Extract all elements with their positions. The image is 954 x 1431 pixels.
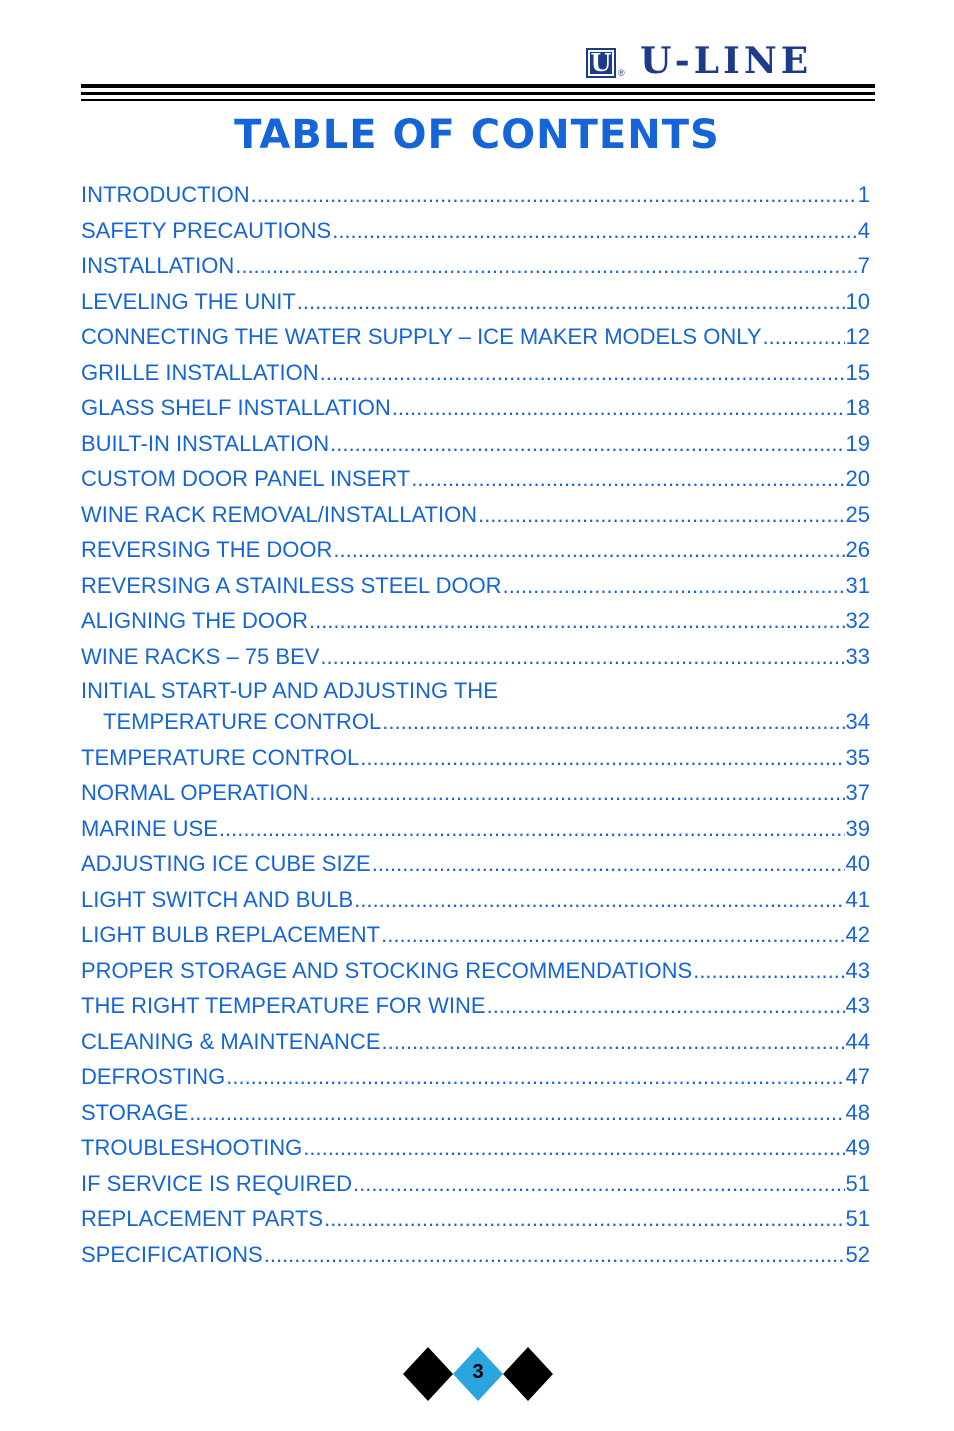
toc-entry-row [81, 704, 870, 740]
toc-entry-label-line1: INITIAL START-UP AND ADJUSTING THE [81, 678, 498, 703]
toc-entry-page: 39 [845, 815, 870, 841]
dot-leader [332, 213, 857, 249]
dot-leader [189, 1095, 844, 1131]
toc-entry-label: INTRODUCTION [81, 182, 250, 207]
toc-entry-row [81, 811, 870, 847]
toc-entry-page: 43 [845, 993, 870, 1018]
toc-entry-row [81, 319, 870, 355]
toc-entry-label: SAFETY PRECAUTIONS [81, 217, 332, 243]
toc-entry-label: REPLACEMENT PARTS [81, 1206, 324, 1231]
dot-leader [411, 461, 844, 497]
toc-entry-page: 4 [857, 217, 870, 243]
toc-entry-page: 1 [857, 182, 870, 207]
toc-entry-page: 37 [845, 780, 870, 805]
toc-entry-page: 34 [845, 709, 870, 734]
toc-entry-label: THE RIGHT TEMPERATURE FOR WINE [81, 993, 486, 1018]
toc-entry-row [81, 1201, 870, 1237]
toc-entry[interactable] [81, 1095, 870, 1131]
toc-entry-row [81, 953, 870, 989]
left-diamond-icon [403, 1347, 453, 1401]
toc-entry[interactable] [81, 426, 870, 462]
toc-entry-label: CLEANING & MAINTENANCE [81, 1028, 381, 1054]
toc-entry-page: 42 [845, 922, 870, 947]
dot-leader [309, 603, 845, 639]
toc-entry-page: 35 [845, 744, 870, 770]
dot-leader [303, 1130, 844, 1166]
toc-entry-label: LIGHT BULB REPLACEMENT [81, 922, 381, 947]
dot-leader [693, 953, 844, 989]
toc-entry-row [81, 461, 870, 497]
toc-entry-label: NORMAL OPERATION [81, 780, 309, 805]
dot-leader [309, 775, 844, 811]
toc-entry-label: LIGHT SWITCH AND BULB [81, 886, 354, 912]
toc-entry-row [81, 775, 870, 811]
toc-entry-page: 43 [845, 957, 870, 983]
dot-leader [372, 846, 845, 882]
dot-leader [324, 1201, 844, 1237]
toc-entry[interactable] [81, 1130, 870, 1166]
toc-entry-label: CONNECTING THE WATER SUPPLY – ICE MAKER MODELS ONLY [81, 324, 762, 349]
toc-entry-row [81, 988, 870, 1024]
toc-entry-label: BUILT-IN INSTALLATION [81, 430, 330, 456]
header-rule-medium [81, 92, 875, 95]
toc-entry[interactable] [81, 497, 870, 533]
toc-entry-row [81, 248, 870, 284]
toc-entry[interactable] [81, 532, 870, 568]
dot-leader [264, 1237, 845, 1273]
toc-entry-page: 48 [845, 1099, 870, 1125]
toc-entry-label: MARINE USE [81, 815, 218, 841]
brand-name: U-LINE [640, 40, 813, 82]
toc-entry-row [81, 740, 870, 776]
toc-entry-row [81, 639, 870, 675]
right-diamond-icon [503, 1347, 553, 1401]
toc-entry-page: 52 [845, 1241, 870, 1267]
toc-entry-label: ADJUSTING ICE CUBE SIZE [81, 851, 371, 876]
toc-entry[interactable] [81, 953, 870, 989]
toc-entry-row [81, 882, 870, 918]
toc-entry-page: 12 [845, 324, 870, 349]
toc-entry-page: 33 [845, 643, 870, 669]
dot-leader [763, 319, 845, 355]
toc-entry[interactable] [81, 248, 870, 284]
dot-leader [360, 740, 844, 776]
toc-entry-label: TROUBLESHOOTING [81, 1135, 303, 1160]
toc-entry-row [81, 213, 870, 249]
dot-leader [382, 1024, 845, 1060]
toc-entry-label: REVERSING THE DOOR [81, 537, 333, 562]
toc-entry-row [81, 1166, 870, 1202]
toc-entry-row [81, 603, 870, 639]
toc-entry-page: 18 [845, 395, 870, 420]
toc-entry[interactable] [81, 917, 870, 953]
toc-entry[interactable] [81, 319, 870, 355]
toc-entry[interactable] [81, 1237, 870, 1273]
toc-entry-label: GLASS SHELF INSTALLATION [81, 395, 391, 420]
toc-entry[interactable] [81, 355, 870, 391]
toc-entry-page: 31 [845, 572, 870, 598]
toc-entry-row [81, 532, 870, 568]
toc-entry-row [81, 568, 870, 604]
dot-leader [219, 811, 845, 847]
page-title: TABLE OF CONTENTS [234, 112, 720, 158]
toc-entry-page: 15 [845, 359, 870, 385]
toc-entry[interactable] [81, 674, 870, 740]
logo-mark-icon: U [586, 48, 616, 78]
toc-entry-page: 10 [845, 288, 870, 314]
toc-entry-row [81, 917, 870, 953]
toc-entry-label: WINE RACK REMOVAL/INSTALLATION [81, 501, 478, 527]
dot-leader [381, 917, 844, 953]
dot-leader [226, 1059, 844, 1095]
toc-entry[interactable] [81, 1059, 870, 1095]
toc-entry[interactable] [81, 603, 870, 639]
toc-entry[interactable] [81, 882, 870, 918]
toc-entry-row [81, 284, 870, 320]
toc-entry-label: REVERSING A STAINLESS STEEL DOOR [81, 572, 502, 598]
toc-entry-row [81, 177, 870, 213]
toc-entry-label: ALIGNING THE DOOR [81, 608, 308, 633]
toc-entry-page: 40 [845, 851, 870, 876]
toc-entry-page: 49 [845, 1135, 870, 1160]
toc-entry-label: PROPER STORAGE AND STOCKING RECOMMENDATIONS [81, 957, 693, 983]
dot-leader [382, 704, 844, 740]
toc-entry-page: 25 [845, 501, 870, 527]
header-rule-thin [81, 99, 875, 101]
dot-leader [320, 639, 844, 675]
toc-entry-page: 7 [857, 253, 870, 278]
toc-entry-page: 26 [845, 537, 870, 562]
toc-entry-row [81, 1059, 870, 1095]
toc-entry-label: STORAGE [81, 1099, 189, 1125]
toc-entry[interactable] [81, 846, 870, 882]
toc-entry[interactable] [81, 177, 870, 213]
dot-leader [478, 497, 844, 533]
dot-leader [487, 988, 845, 1024]
toc-entry-label: CUSTOM DOOR PANEL INSERT [81, 466, 411, 491]
toc-entry-row [81, 1237, 870, 1273]
toc-entry-label: TEMPERATURE CONTROL [103, 709, 382, 734]
toc-entry[interactable] [81, 639, 870, 675]
toc-entry-page: 47 [845, 1064, 870, 1089]
toc-entry-row [81, 846, 870, 882]
toc-entry-label: DEFROSTING [81, 1064, 226, 1089]
toc-entry-label: LEVELING THE UNIT [81, 288, 296, 314]
toc-entry-row [81, 426, 870, 462]
toc-entry[interactable] [81, 740, 870, 776]
toc-entry-page: 32 [845, 608, 870, 633]
page-number: 3 [472, 1361, 484, 1383]
dot-leader [235, 248, 857, 284]
toc-entry[interactable] [81, 284, 870, 320]
toc-entry[interactable] [81, 775, 870, 811]
dot-leader [354, 882, 844, 918]
toc-entry[interactable] [81, 390, 870, 426]
dot-leader [251, 177, 857, 213]
toc-entry[interactable] [81, 213, 870, 249]
toc-entry[interactable] [81, 811, 870, 847]
toc-entry-label: TEMPERATURE CONTROL [81, 744, 360, 770]
registered-mark: ® [618, 68, 625, 78]
dot-leader [333, 532, 844, 568]
toc-entry[interactable] [81, 568, 870, 604]
dot-leader [392, 390, 845, 426]
toc-entry-label: SPECIFICATIONS [81, 1241, 263, 1267]
toc-entry-row [81, 1130, 870, 1166]
toc-entry-page: 19 [845, 430, 870, 456]
u-line-logo [584, 40, 876, 82]
toc-entry[interactable] [81, 1166, 870, 1202]
table-of-contents [81, 177, 870, 1272]
toc-entry-label: INSTALLATION [81, 253, 235, 278]
page-number-badge [403, 1347, 553, 1401]
dot-leader [353, 1166, 845, 1202]
toc-entry[interactable] [81, 461, 870, 497]
toc-entry[interactable] [81, 988, 870, 1024]
toc-entry-row [81, 1024, 870, 1060]
toc-entry-page: 20 [845, 466, 870, 491]
dot-leader [297, 284, 845, 320]
toc-entry-label: IF SERVICE IS REQUIRED [81, 1170, 352, 1196]
toc-entry[interactable] [81, 1201, 870, 1237]
toc-entry-page: 51 [845, 1170, 870, 1196]
toc-entry-page: 41 [845, 886, 870, 912]
toc-entry-row [81, 497, 870, 533]
dot-leader [320, 355, 845, 391]
toc-entry-label: WINE RACKS – 75 BEV [81, 643, 320, 669]
toc-entry[interactable] [81, 1024, 870, 1060]
toc-entry-label: GRILLE INSTALLATION [81, 359, 319, 385]
toc-entry-page: 44 [845, 1028, 870, 1054]
toc-entry-row [81, 390, 870, 426]
header-rule-thick [81, 84, 875, 88]
toc-entry-row [81, 1095, 870, 1131]
toc-entry-page: 51 [845, 1206, 870, 1231]
dot-leader [503, 568, 845, 604]
toc-entry-row [81, 355, 870, 391]
dot-leader [330, 426, 844, 462]
